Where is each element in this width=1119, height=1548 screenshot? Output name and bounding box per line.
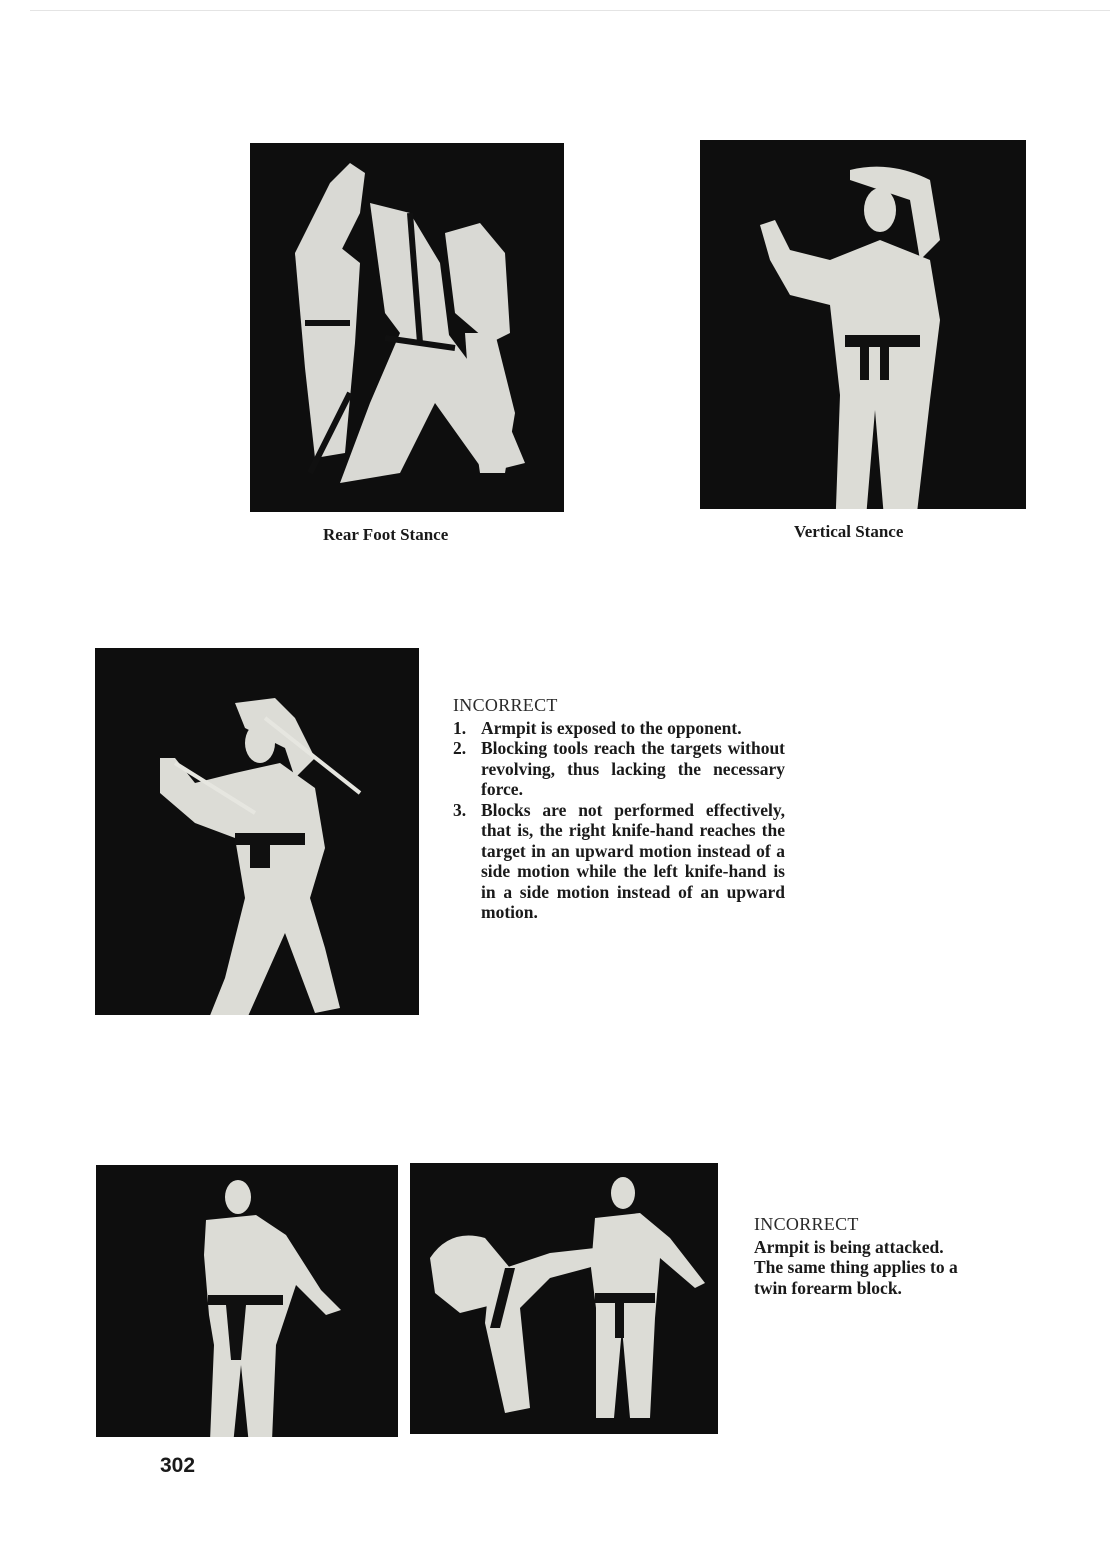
figure-illustration — [250, 143, 564, 512]
top-edge-rule — [30, 10, 1110, 11]
list-item — [453, 718, 785, 739]
list-item — [453, 738, 785, 800]
list-item-number: 1. — [453, 717, 467, 738]
note-line: The same thing applies to a — [754, 1257, 958, 1277]
figure-illustration — [700, 140, 1026, 509]
caption-rear-foot-stance: Rear Foot Stance — [323, 525, 449, 544]
figure-illustration — [410, 1163, 718, 1434]
incorrect-points-list — [453, 718, 785, 923]
photo-incorrect-block-stick — [95, 648, 419, 1015]
photo-vertical-stance — [700, 140, 1026, 509]
page-number: 302 — [160, 1454, 196, 1477]
list-item-text: Blocks are not performed effectively, that is, the right knife-hand reaches the target in an upward motion instead of a side motion while the left knife-hand is in a side motion instead of an upward motion. — [481, 799, 785, 922]
list-item-number: 3. — [453, 799, 467, 820]
incorrect-notes-bottom — [754, 1214, 1054, 1298]
photo-kick-to-armpit — [410, 1163, 718, 1434]
note-line: twin forearm block. — [754, 1277, 902, 1298]
note-line: Armpit is being attacked. — [754, 1236, 944, 1257]
incorrect-heading: INCORRECT — [754, 1214, 859, 1234]
list-item-text: Blocking tools reach the targets without revolving, thus lacking the necessary force. — [481, 738, 785, 799]
list-item — [453, 800, 785, 923]
figure-illustration — [95, 648, 419, 1015]
list-item-text: Armpit is exposed to the opponent. — [481, 717, 742, 738]
figure-illustration — [96, 1165, 398, 1437]
incorrect-heading: INCORRECT — [453, 695, 558, 715]
photo-exposed-armpit — [96, 1165, 398, 1437]
incorrect-notes-middle — [453, 695, 785, 923]
caption-vertical-stance: Vertical Stance — [794, 522, 904, 541]
photo-rear-foot-stance — [250, 143, 564, 512]
list-item-number: 2. — [453, 738, 467, 758]
